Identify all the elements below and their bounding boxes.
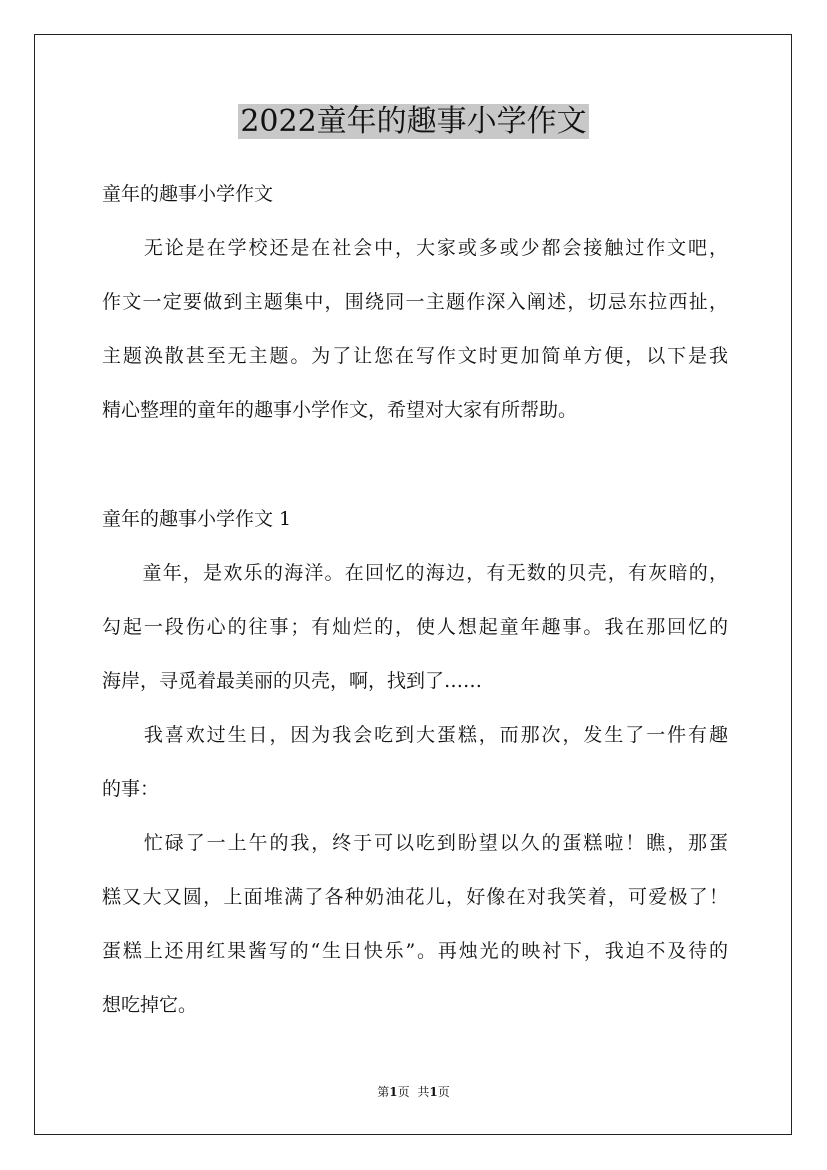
footer-page-prefix: 第 xyxy=(377,1085,390,1099)
page-footer xyxy=(0,1084,827,1100)
footer-page-suffix: 页 xyxy=(397,1085,410,1099)
footer-total-suffix: 页 xyxy=(437,1085,450,1099)
body-line: 海岸，寻觅着最美丽的贝壳，啊，找到了…… xyxy=(102,670,483,692)
body-line: 糕又大又圆，上面堆满了各种奶油花儿，好像在对我笑着，可爱极了！ xyxy=(102,886,728,908)
intro-line: 作文一定要做到主题集中，围绕同一主题作深入阐述，切忌东拉西扯， xyxy=(102,291,728,313)
document-title xyxy=(0,100,827,144)
body-line: 蛋糕上还用红果酱写的“生日快乐”。再烛光的映衬下，我迫不及待的 xyxy=(102,940,728,962)
body-line: 我喜欢过生日，因为我会吃到大蛋糕，而那次，发生了一件有趣 xyxy=(102,724,728,746)
intro-line: 主题涣散甚至无主题。为了让您在写作文时更加简单方便，以下是我 xyxy=(102,345,728,367)
intro-line: 精心整理的童年的趣事小学作文，希望对大家有所帮助。 xyxy=(102,399,578,421)
body-line: 的事： xyxy=(102,778,160,800)
body-line: 忙碌了一上午的我，终于可以吃到盼望以久的蛋糕啦！瞧，那蛋 xyxy=(102,832,728,854)
document-subtitle: 童年的趣事小学作文 xyxy=(102,183,274,205)
footer-page-number: 1 xyxy=(389,1085,398,1099)
body-line: 童年，是欢乐的海洋。在回忆的海边，有无数的贝壳，有灰暗的， xyxy=(102,562,728,584)
footer-total-prefix: 共 xyxy=(417,1085,430,1099)
body-line: 勾起一段伤心的往事；有灿烂的，使人想起童年趣事。我在那回忆的 xyxy=(102,616,728,638)
body-line: 想吃掉它。 xyxy=(102,994,198,1016)
document-title-text: 2022童年的趣事小学作文 xyxy=(240,104,587,139)
intro-line: 无论是在学校还是在社会中，大家或多或少都会接触过作文吧， xyxy=(102,237,728,259)
footer-total-number: 1 xyxy=(429,1085,438,1099)
section-heading: 童年的趣事小学作文 1 xyxy=(102,508,292,530)
